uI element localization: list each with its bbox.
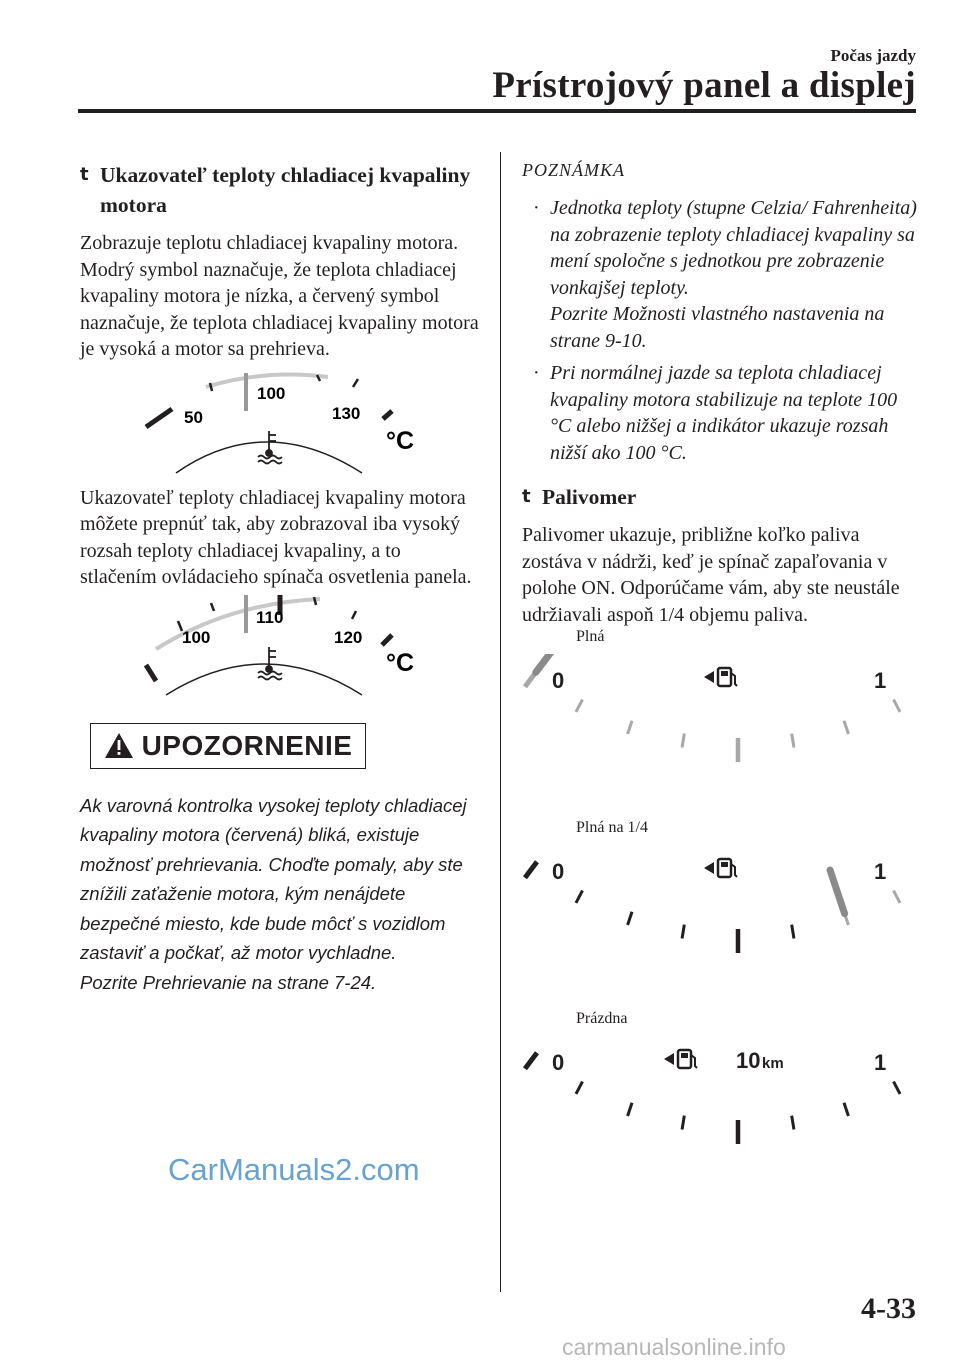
fuel-tick	[792, 734, 794, 748]
fuel-pump-window	[721, 862, 728, 867]
fuel-pump-window	[681, 1053, 688, 1058]
bullet-icon: t	[80, 164, 89, 185]
fuel-side-arrow-icon	[664, 1053, 674, 1065]
gauge-tick	[382, 635, 392, 645]
note-heading: POZNÁMKA	[522, 160, 626, 180]
coolant-gauge-full-range	[80, 371, 480, 481]
note-bullet: ·	[533, 362, 539, 384]
gauge-label-high: 120	[334, 627, 363, 647]
gauge-label-low: 100	[182, 627, 211, 647]
warning-body: Ak varovná kontrolka vysokej teploty chladiacej kvapaliny motora (červená) bliká, existuje možnosť prehrievania. Choďte pomaly, aby ste znížili zaťaženie motora, kým nenájdete bezpečné miesto, kde bude môcť s vozidlom zastaviť a počkať, až motor vychladne.	[80, 794, 467, 963]
fuel-tick	[844, 1103, 848, 1116]
fuel-tick	[844, 721, 848, 734]
coolant-gauge-high-range	[80, 593, 480, 703]
gauge-tick	[352, 611, 356, 619]
fuel-range-value: 10	[736, 1048, 761, 1073]
coolant-temp-icon	[258, 431, 282, 464]
warning-text	[80, 791, 480, 998]
note-item	[522, 360, 917, 466]
gauge-label-mid: 110	[256, 607, 284, 627]
warning-reference: Pozrite Prehrievanie na strane 7-24.	[80, 971, 377, 993]
fuel-gauge	[522, 654, 917, 774]
coolant-description: Zobrazuje teplotu chladiacej kvapaliny motora. Modrý symbol naznačuje, že teplota chladiacej kvapaliny motora je nízka, a červený symbol naznačuje, že teplota chladiacej kvapaliny motora je vysoká a motor sa prehrieva.	[80, 232, 479, 360]
fuel-gauge-caption: Prázdna	[576, 1010, 628, 1027]
gauge-unit: °C	[386, 648, 415, 677]
fuel-tick	[576, 700, 583, 712]
note-bullet: ·	[533, 197, 539, 219]
gauge-inner-arc	[166, 664, 362, 695]
fuel-tick	[894, 700, 901, 712]
column-divider	[500, 152, 501, 1292]
fuel-gauge	[522, 1036, 917, 1156]
coolant-switch-description: Ukazovateľ teploty chladiacej kvapaliny motora môžete prepnúť tak, aby zobrazoval iba vysoký rozsah teploty chladiacej kvapaliny, a to stlačením ovládacieho spínača osvetlenia panela.	[80, 486, 472, 588]
gauge-label-low: 50	[184, 407, 203, 427]
page-title: Prístrojový panel a displej	[492, 65, 916, 106]
note-item	[522, 195, 917, 354]
fuel-needle	[913, 1036, 917, 1054]
fuel-range-unit: km	[762, 1055, 784, 1072]
fuel-pump-icon	[678, 1050, 691, 1068]
fuel-tick	[682, 734, 684, 748]
note-item-reference: Pozrite Možnosti vlastného nastavenia na strane 9-10.	[550, 303, 885, 352]
fuel-heading	[522, 482, 917, 512]
gauge-tick	[146, 665, 156, 681]
gauge-outer-arc	[156, 599, 320, 649]
fuel-gauge-block	[522, 1010, 917, 1161]
header-rule	[78, 109, 916, 113]
section-label: Počas jazdy	[830, 46, 916, 65]
watermark-bottom: carmanualsonline.info	[562, 1334, 786, 1360]
fuel-tick	[576, 1082, 583, 1094]
gauge-tick	[353, 379, 358, 387]
gauge-tick	[146, 409, 172, 427]
fuel-gauge-caption: Plná na 1/4	[576, 819, 648, 836]
warning-triangle-icon	[104, 732, 134, 759]
warning-box	[90, 723, 366, 769]
fuel-heading-text: Palivomer	[542, 485, 637, 509]
coolant-heading	[80, 160, 480, 220]
gauge-label-high: 130	[332, 403, 361, 423]
fuel-label-full: 1	[874, 1050, 887, 1075]
fuel-label-full: 1	[874, 668, 887, 693]
coolant-heading-text: Ukazovateľ teploty chladiacej kvapaliny motora	[100, 163, 471, 217]
bullet-icon: t	[522, 486, 531, 507]
note-item-text: Jednotka teploty (stupne Celzia/ Fahrenheita) na zobrazenie teploty chladiacej kvapaliny sa mení spoločne s jednotkou pre zobrazenie vonkajšej teploty.	[550, 197, 917, 299]
fuel-tick	[576, 891, 583, 903]
fuel-pump-icon	[718, 859, 731, 877]
coolant-temp-icon	[258, 647, 282, 680]
fuel-pump-window	[721, 671, 728, 676]
fuel-gauge-block	[522, 628, 917, 779]
fuel-tick	[682, 1116, 684, 1130]
fuel-tick	[628, 912, 632, 925]
fuel-tick	[628, 721, 632, 734]
fuel-description: Palivomer ukazuje, približne koľko paliva zostáva v nádrži, keď je spínač zapaľovania v polohe ON. Odporúčame vám, aby ste neustále udržiavali aspoň 1/4 objemu paliva.	[522, 524, 900, 626]
fuel-tick	[894, 891, 901, 903]
fuel-tick	[792, 1116, 794, 1130]
fuel-tick	[792, 925, 794, 939]
fuel-label-empty: 0	[552, 668, 565, 693]
gauge-unit: °C	[386, 426, 415, 455]
fuel-tick	[682, 925, 684, 939]
fuel-side-arrow-icon	[704, 671, 714, 683]
right-column	[522, 160, 917, 1161]
fuel-gauge-block	[522, 819, 917, 970]
fuel-side-arrow-icon	[704, 862, 714, 874]
fuel-tick	[525, 1053, 537, 1069]
fuel-label-empty: 0	[552, 1050, 565, 1075]
fuel-gauge-caption: Plná	[576, 628, 605, 645]
watermark-top: CarManuals2.com	[168, 1152, 420, 1187]
gauge-tick	[383, 411, 392, 419]
fuel-label-empty: 0	[552, 859, 565, 884]
gauge-label-mid: 100	[257, 383, 286, 403]
fuel-gauge	[522, 845, 917, 965]
fuel-needle	[830, 870, 845, 914]
warning-title: UPOZORNENIE	[141, 729, 353, 761]
page-number: 4-33	[861, 1292, 916, 1325]
left-column	[80, 160, 480, 997]
fuel-tick	[628, 1103, 632, 1116]
fuel-pump-icon	[718, 668, 731, 686]
fuel-tick	[894, 1082, 901, 1094]
note-item-text: Pri normálnej jazde sa teplota chladiacej kvapaliny motora stabilizuje na teplote 100 °C alebo nižšej a indikátor ukazuje rozsah nižší ako 100 °C.	[550, 362, 898, 464]
fuel-tick	[525, 862, 537, 878]
gauge-tick	[211, 603, 214, 611]
fuel-label-full: 1	[874, 859, 887, 884]
